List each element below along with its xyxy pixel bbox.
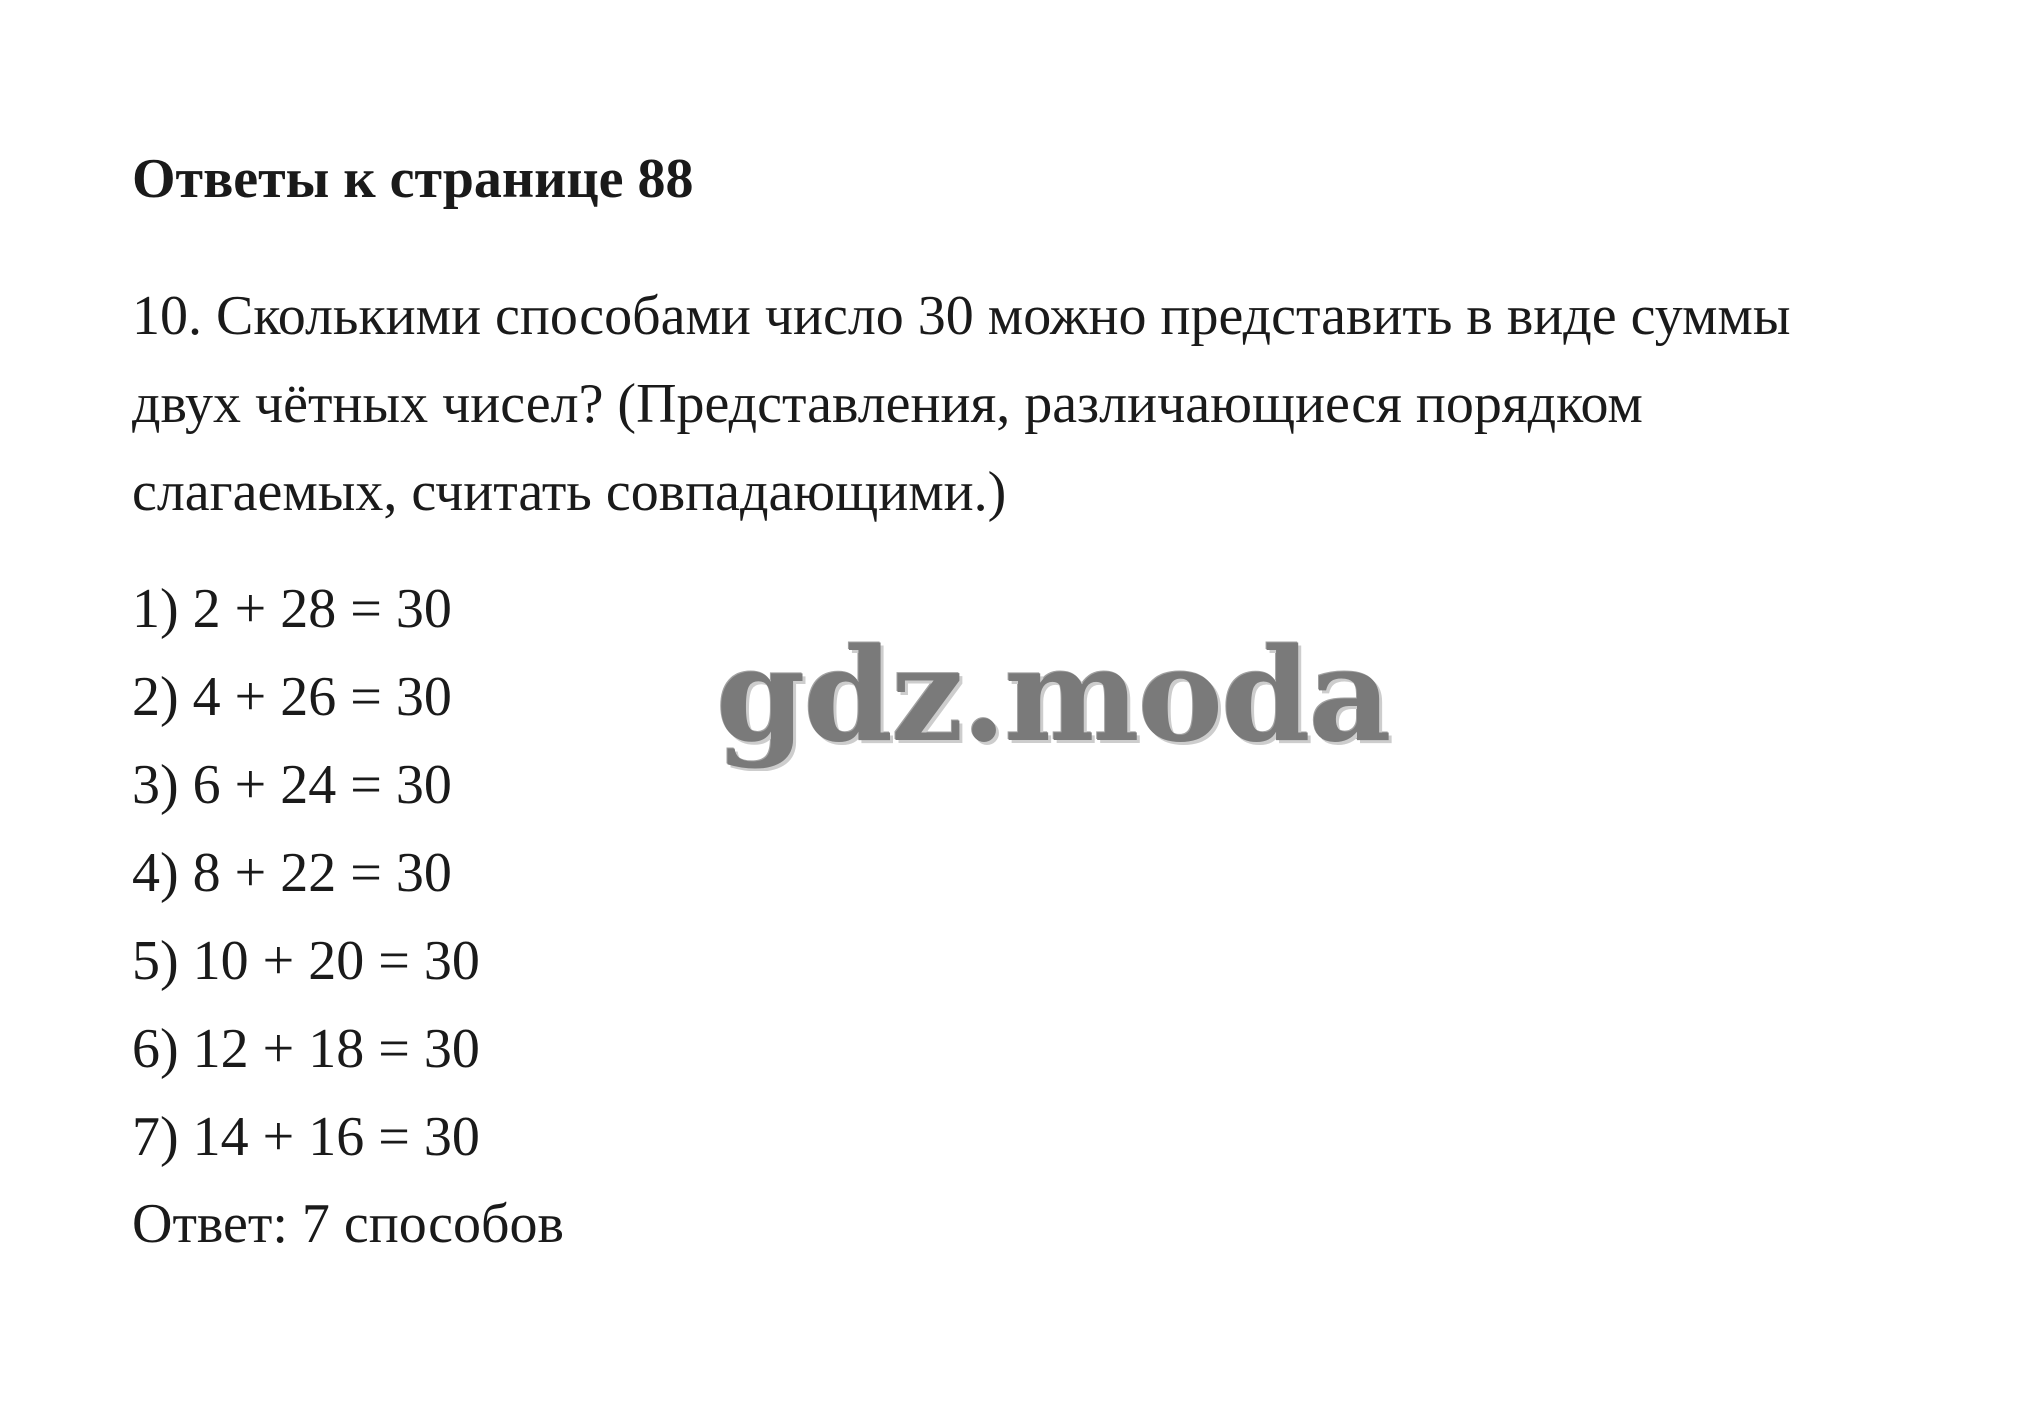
solution-item: 3) 6 + 24 = 30	[132, 754, 452, 816]
problem-line: двух чётных чисел? (Представления, различающиеся порядком	[132, 373, 1643, 435]
page-title: Ответы к странице 88	[132, 148, 694, 210]
solution-item: 7) 14 + 16 = 30	[132, 1106, 480, 1168]
watermark-logo: gdz.moda	[716, 621, 1390, 771]
solution-item: 2) 4 + 26 = 30	[132, 666, 452, 728]
solution-list	[132, 565, 480, 1181]
problem-line: слагаемых, считать совпадающими.)	[132, 461, 1007, 523]
solution-item: 6) 12 + 18 = 30	[132, 1018, 480, 1080]
final-answer: Ответ: 7 способов	[132, 1193, 564, 1255]
solution-item: 4) 8 + 22 = 30	[132, 842, 452, 904]
solution-item: 1) 2 + 28 = 30	[132, 578, 452, 640]
problem-line: 10. Сколькими способами число 30 можно представить в виде суммы	[132, 285, 1791, 347]
solution-item: 5) 10 + 20 = 30	[132, 930, 480, 992]
problem-statement	[132, 272, 1932, 536]
